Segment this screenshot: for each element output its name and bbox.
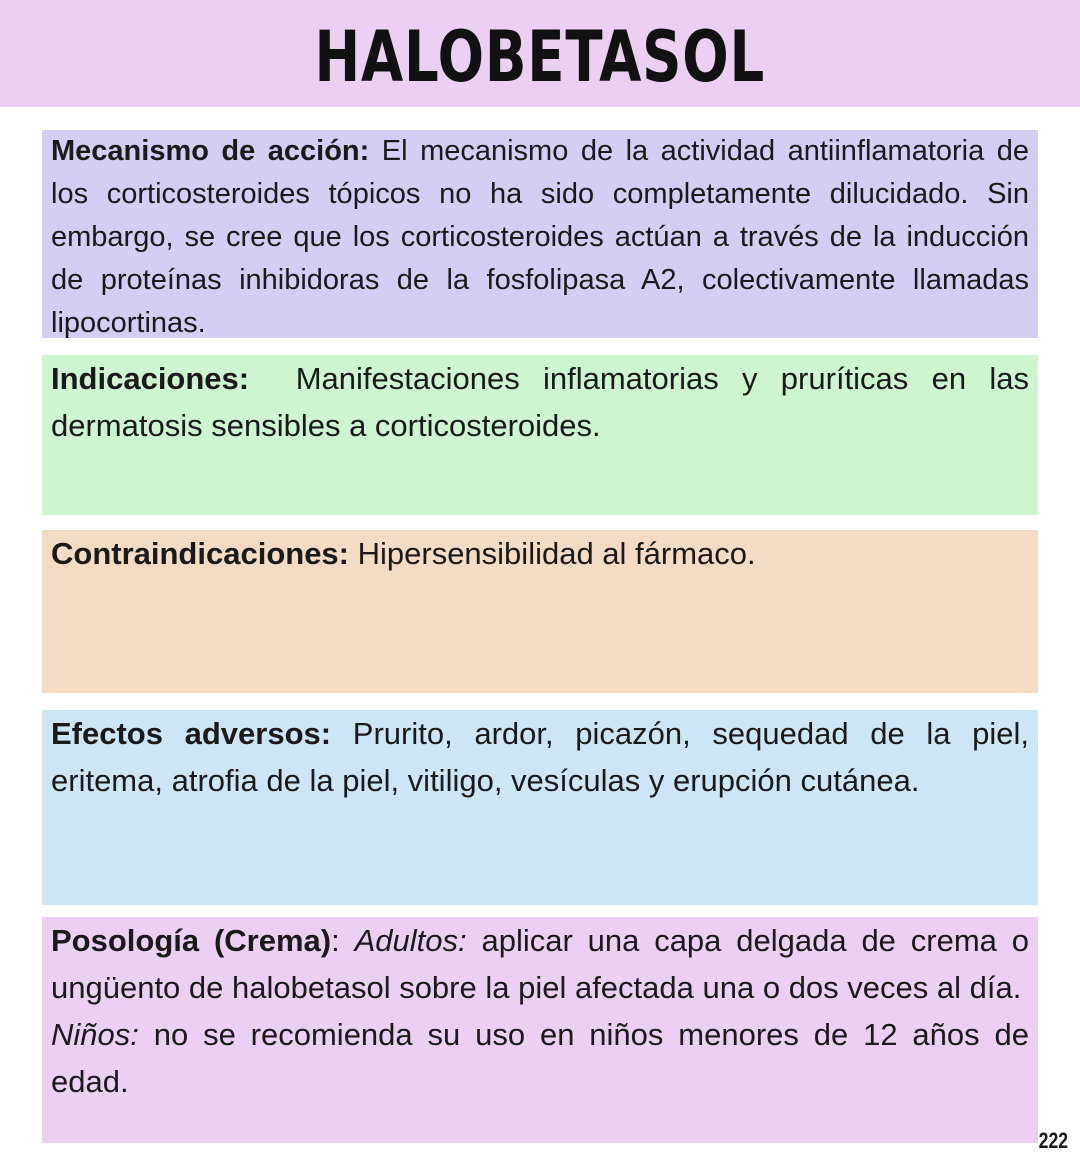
section-indicaciones <box>42 355 1038 515</box>
colon: : <box>331 923 355 958</box>
posologia-adultos <box>51 917 1029 1011</box>
section-contraindicaciones <box>42 530 1038 693</box>
section-label: Efectos adversos: <box>51 716 332 751</box>
section-text: Hipersensibilidad al fármaco. <box>349 536 756 571</box>
section-mecanismo <box>42 130 1038 338</box>
ninos-label: Niños: <box>51 1017 139 1052</box>
section-text: Manifestaciones inflamatorias y pruríticas en las dermatosis sensibles a corticosteroides. <box>51 361 1038 443</box>
section-efectos-adversos <box>42 710 1038 905</box>
adultos-label: Adultos: <box>354 923 467 958</box>
page-title: HALOBETASOL <box>314 15 766 98</box>
section-posologia <box>42 917 1038 1143</box>
ninos-text: no se recomienda su uso en niños menores de 12 años de edad. <box>51 1017 1029 1099</box>
posologia-ninos <box>51 1011 1029 1105</box>
section-text: El mecanismo de la actividad antiinflamatoria de los corticosteroides tópicos no ha sido completamente dilucidado. Sin embargo, se cree que los corticosteroides actúan a través de la inducción de proteínas inhibidoras de la fosfolipasa A2, colectivamente llamadas lipocortinas. <box>51 135 1029 339</box>
page-header <box>0 0 1080 107</box>
adultos-text: aplicar una capa delgada de crema o ungüento de halobetasol sobre la piel afectada una o dos veces al día. <box>51 923 1029 1005</box>
section-label: Mecanismo de acción: <box>51 135 370 167</box>
section-label: Indicaciones: <box>51 361 250 396</box>
page-number: 222 <box>1038 1128 1069 1153</box>
section-label: Contraindicaciones: <box>51 536 349 571</box>
section-label: Posología (Crema) <box>51 923 332 958</box>
section-text: Prurito, ardor, picazón, sequedad de la piel, eritema, atrofia de la piel, vitiligo, vesículas y erupción cutánea. <box>51 716 1030 798</box>
